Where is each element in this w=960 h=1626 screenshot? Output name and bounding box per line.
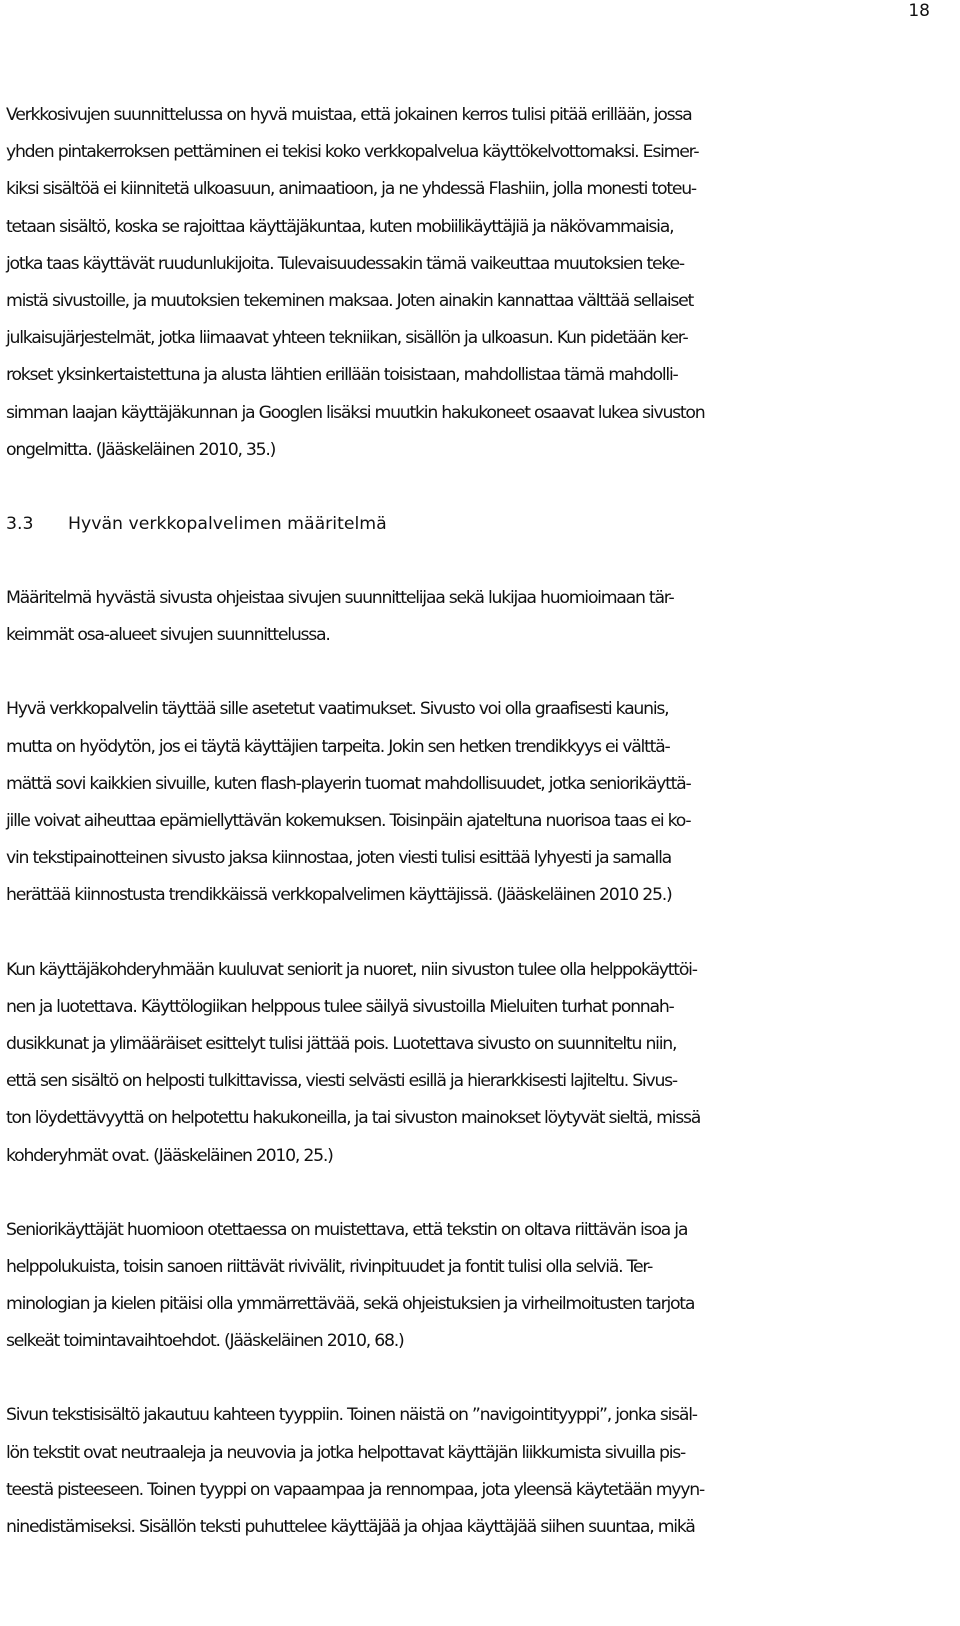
section-title: Hyvän verkkopalvelimen määritelmä — [68, 513, 387, 534]
section-heading — [6, 506, 946, 543]
text-line: herättää kiinnostusta trendikkäissä verkkopalvelimen käyttäjissä. (Jääskeläinen 2010 25.) — [6, 885, 672, 906]
text-line: Hyvä verkkopalvelin täyttää sille asetetut vaatimukset. Sivusto voi olla graafisesti kaunis, — [6, 699, 669, 720]
paragraph — [6, 952, 946, 1175]
text-line: ton löydettävyyttä on helpotettu hakukoneilla, ja tai sivuston mainokset löytyvät sieltä, missä — [6, 1108, 701, 1129]
text-line: rokset yksinkertaistettuna ja alusta lähtien erillään toisistaan, mahdollistaa tämä mahdolli- — [6, 365, 678, 386]
text-line: lön tekstit ovat neutraaleja ja neuvovia ja jotka helpottavat käyttäjän liikkumista sivuilla pis- — [6, 1442, 686, 1463]
paragraph — [6, 1212, 946, 1361]
text-line: simman laajan käyttäjäkunnan ja Googlen lisäksi muutkin hakukoneet osaavat lukea sivuston — [6, 402, 705, 423]
document-body — [6, 97, 946, 1546]
text-line: julkaisujärjestelmät, jotka liimaavat yhteen tekniikan, sisällön ja ulkoasun. Kun pidetään ker- — [6, 328, 688, 349]
text-line: mistä sivustoille, ja muutoksien tekeminen maksaa. Joten ainakin kannattaa välttää sellaiset — [6, 290, 694, 311]
paragraph-gap — [6, 1175, 946, 1212]
text-line: nen ja luotettava. Käyttölogiikan helppous tulee säilyä sivustoilla Mieluiten turhat ponnah- — [6, 996, 674, 1017]
text-line: mutta on hyödytön, jos ei täytä käyttäjien tarpeita. Jokin sen hetken trendikkyys ei välttä- — [6, 736, 670, 757]
paragraph-gap — [6, 469, 946, 506]
text-line: ongelmitta. (Jääskeläinen 2010, 35.) — [6, 439, 276, 460]
paragraph-gap — [6, 915, 946, 952]
text-line: minologian ja kielen pitäisi olla ymmärrettävää, sekä ohjeistuksien ja virheilmoitusten tarjota — [6, 1294, 695, 1315]
text-line: että sen sisältö on helposti tulkittavissa, viesti selvästi esillä ja hierarkkisesti lajiteltu. Sivus- — [6, 1071, 677, 1092]
text-line: Kun käyttäjäkohderyhmään kuuluvat seniorit ja nuoret, niin sivuston tulee olla helppokäyttöi- — [6, 959, 697, 980]
paragraph — [6, 580, 946, 654]
text-line: jille voivat aiheuttaa epämiellyttävän kokemuksen. Toisinpäin ajateltuna nuorisoa taas ei ko- — [6, 811, 691, 831]
text-line: kiksi sisältöä ei kiinnitetä ulkoasuun, animaatioon, ja ne yhdessä Flashiin, jolla monesti toteu- — [6, 179, 696, 200]
text-line: mättä sovi kaikkien sivuille, kuten flash-playerin tuomat mahdollisuudet, jotka seniorikäyttä- — [6, 773, 691, 794]
text-line: Seniorikäyttäjät huomioon otettaessa on muistettava, että tekstin on oltava riittävän isoa ja — [6, 1219, 688, 1240]
text-line: helppolukuista, toisin sanoen riittävät rivivälit, rivinpituudet ja fontit tulisi olla selviä. Ter- — [6, 1256, 653, 1277]
text-line: jotka taas käyttävät ruudunlukijoita. Tulevaisuudessakin tämä vaikeuttaa muutoksien teke- — [6, 253, 684, 274]
text-line: Määritelmä hyvästä sivusta ohjeistaa sivujen suunnittelijaa sekä lukijaa huomioimaan tär- — [6, 588, 674, 609]
paragraph-gap — [6, 543, 946, 580]
section-number: 3.3 — [6, 513, 34, 534]
text-line: yhden pintakerroksen pettäminen ei tekisi koko verkkopalvelua käyttökelvottomaksi. Esimer- — [6, 142, 699, 163]
paragraph — [6, 97, 946, 469]
text-line: Verkkosivujen suunnittelussa on hyvä muistaa, että jokainen kerros tulisi pitää erillään, jossa — [6, 105, 692, 125]
paragraph-gap — [6, 1360, 946, 1397]
text-line: ninedistämiseksi. Sisällön teksti puhuttelee käyttäjää ja ohjaa käyttäjää siihen suuntaa, mikä — [6, 1517, 695, 1537]
paragraph — [6, 1397, 946, 1546]
text-line: tetaan sisältö, koska se rajoittaa käyttäjäkuntaa, kuten mobiilikäyttäjiä ja näkövammaisia, — [6, 216, 674, 237]
text-line: selkeät toimintavaihtoehdot. (Jääskeläinen 2010, 68.) — [6, 1331, 404, 1352]
paragraph-gap — [6, 654, 946, 691]
text-line: keimmät osa-alueet sivujen suunnittelussa. — [6, 625, 330, 646]
page-number: 18 — [908, 1, 930, 21]
text-line: Sivun tekstisisältö jakautuu kahteen tyyppiin. Toinen näistä on ”navigointityyppi”, jonka sisäl- — [6, 1405, 697, 1426]
text-line: vin tekstipainotteinen sivusto jaksa kiinnostaa, joten viesti tulisi esittää lyhyesti ja samalla — [6, 848, 671, 869]
text-line: teestä pisteeseen. Toinen tyyppi on vapaampaa ja rennompaa, jota yleensä käytetään myyn- — [6, 1479, 704, 1500]
paragraph — [6, 691, 946, 914]
text-line: dusikkunat ja ylimääräiset esittelyt tulisi jättää pois. Luotettava sivusto on suunniteltu niin, — [6, 1033, 677, 1054]
text-line: kohderyhmät ovat. (Jääskeläinen 2010, 25.) — [6, 1145, 333, 1166]
